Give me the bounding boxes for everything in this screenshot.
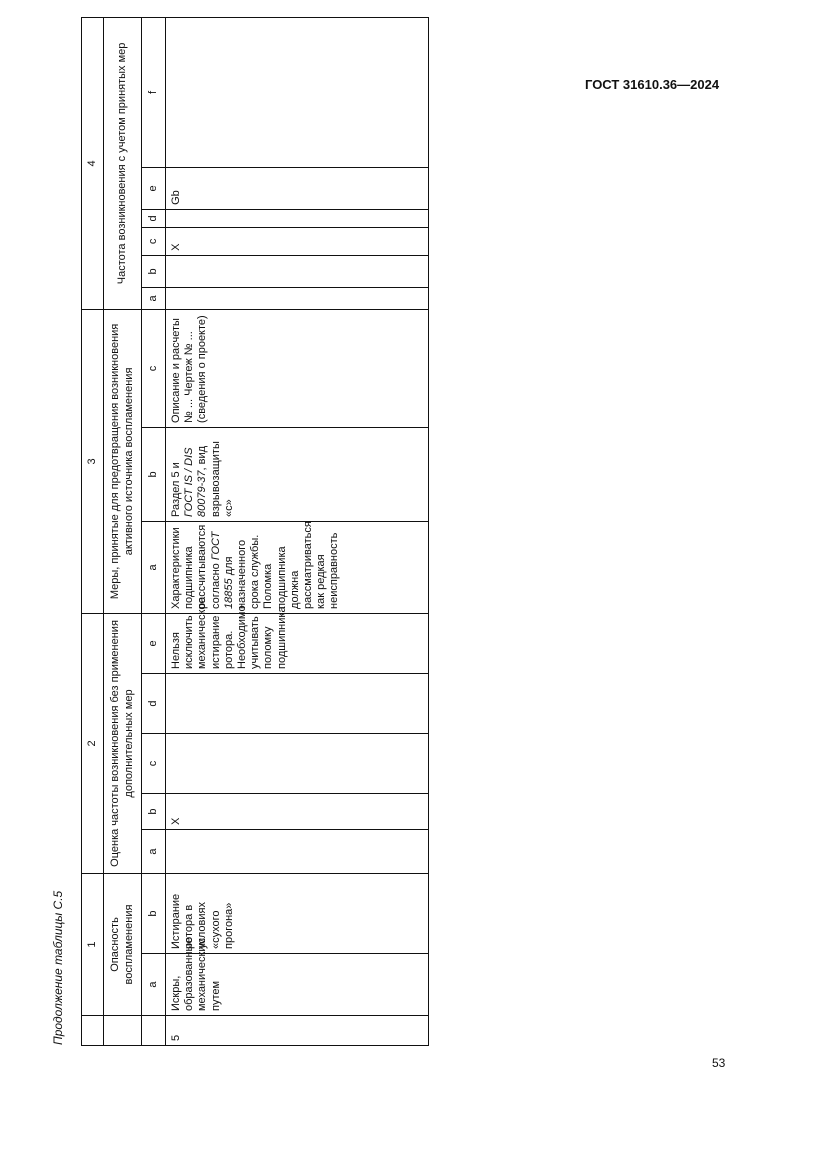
group-header-frequency: Оценка частоты возникновения без применения дополнительных мер (104, 613, 142, 873)
sub-header-cell: b (142, 255, 166, 287)
group-header-row (104, 17, 142, 1045)
group-header-residual-frequency: Частота возникновения с учетом принятых мер (104, 17, 142, 309)
after-e-cell: Gb (166, 167, 429, 209)
sub-header-cell: a (142, 521, 166, 613)
group-number-3: 3 (82, 309, 104, 613)
measure-a-cell (166, 521, 429, 613)
group-number-row (82, 17, 104, 1045)
rotated-table-container (81, 42, 429, 1046)
sub-header-cell: a (142, 954, 166, 1016)
group-header-measures: Меры, принятые для предотвращения возникновения активного источника воспламенения (104, 309, 142, 613)
after-b-cell (166, 255, 429, 287)
freq-c-cell (166, 734, 429, 794)
page-number: 53 (712, 1056, 726, 1070)
measure-a-reference: ГОСТ 18855 (209, 531, 235, 609)
sub-header-cell: b (142, 794, 166, 830)
group-number-1: 1 (82, 874, 104, 1016)
measure-c-cell: Описание и расчеты № ... Чертеж № ... (сведения о проекте) (166, 309, 429, 427)
measure-b-reference: ГОСТ IS / DIS 80079-37 (183, 447, 209, 517)
sub-header-cell: d (142, 209, 166, 227)
freq-a-cell (166, 830, 429, 874)
after-f-cell (166, 17, 429, 167)
sub-header-cell: b (142, 874, 166, 954)
sub-header-cell: d (142, 674, 166, 734)
hazard-assessment-table (81, 17, 429, 1046)
sub-header-cell: c (142, 227, 166, 255)
hazard-source-cell: Искры, образованные механическим путем (166, 954, 429, 1016)
sub-header-cell: f (142, 17, 166, 167)
sub-header-cell: a (142, 830, 166, 874)
corner-cell (142, 1016, 166, 1046)
group-number-4: 4 (82, 17, 104, 309)
freq-b-cell: X (166, 794, 429, 830)
hazard-cause-cell: Истирание ротора в условиях «сухого прогона» (166, 874, 429, 954)
after-a-cell (166, 287, 429, 309)
group-header-hazard: Опасность воспламенения (104, 874, 142, 1016)
corner-cell (82, 1016, 104, 1046)
measure-a-text-2: для назначенного срока службы. Поломка подшипника должна рассматриваться как редкая неисправность (222, 521, 341, 609)
row-number: 5 (166, 1016, 429, 1046)
measure-b-cell (166, 427, 429, 521)
sub-header-row (142, 17, 166, 1045)
corner-cell (104, 1016, 142, 1046)
table-caption: Продолжение таблицы С.5 (51, 890, 65, 1045)
freq-e-cell: Нельзя исключить механическое истирание ротора. Необходимо учитывать поломку подшипника (166, 613, 429, 673)
sub-header-cell: b (142, 427, 166, 521)
measure-a-text-1: Характеристики подшипника рассчитываются согласно (170, 524, 222, 609)
freq-d-cell (166, 674, 429, 734)
sub-header-cell: c (142, 734, 166, 794)
after-c-cell: X (166, 227, 429, 255)
standard-number: ГОСТ 31610.36—2024 (585, 77, 720, 92)
after-d-cell (166, 209, 429, 227)
sub-header-cell: e (142, 167, 166, 209)
sub-header-cell: e (142, 613, 166, 673)
table-row (166, 17, 429, 1045)
sub-header-cell: c (142, 309, 166, 427)
sub-header-cell: a (142, 287, 166, 309)
group-number-2: 2 (82, 613, 104, 873)
measure-b-text-2: , вид взрывозащиты «с» (196, 441, 235, 517)
measure-b-text-1: Раздел 5 и (170, 462, 182, 517)
